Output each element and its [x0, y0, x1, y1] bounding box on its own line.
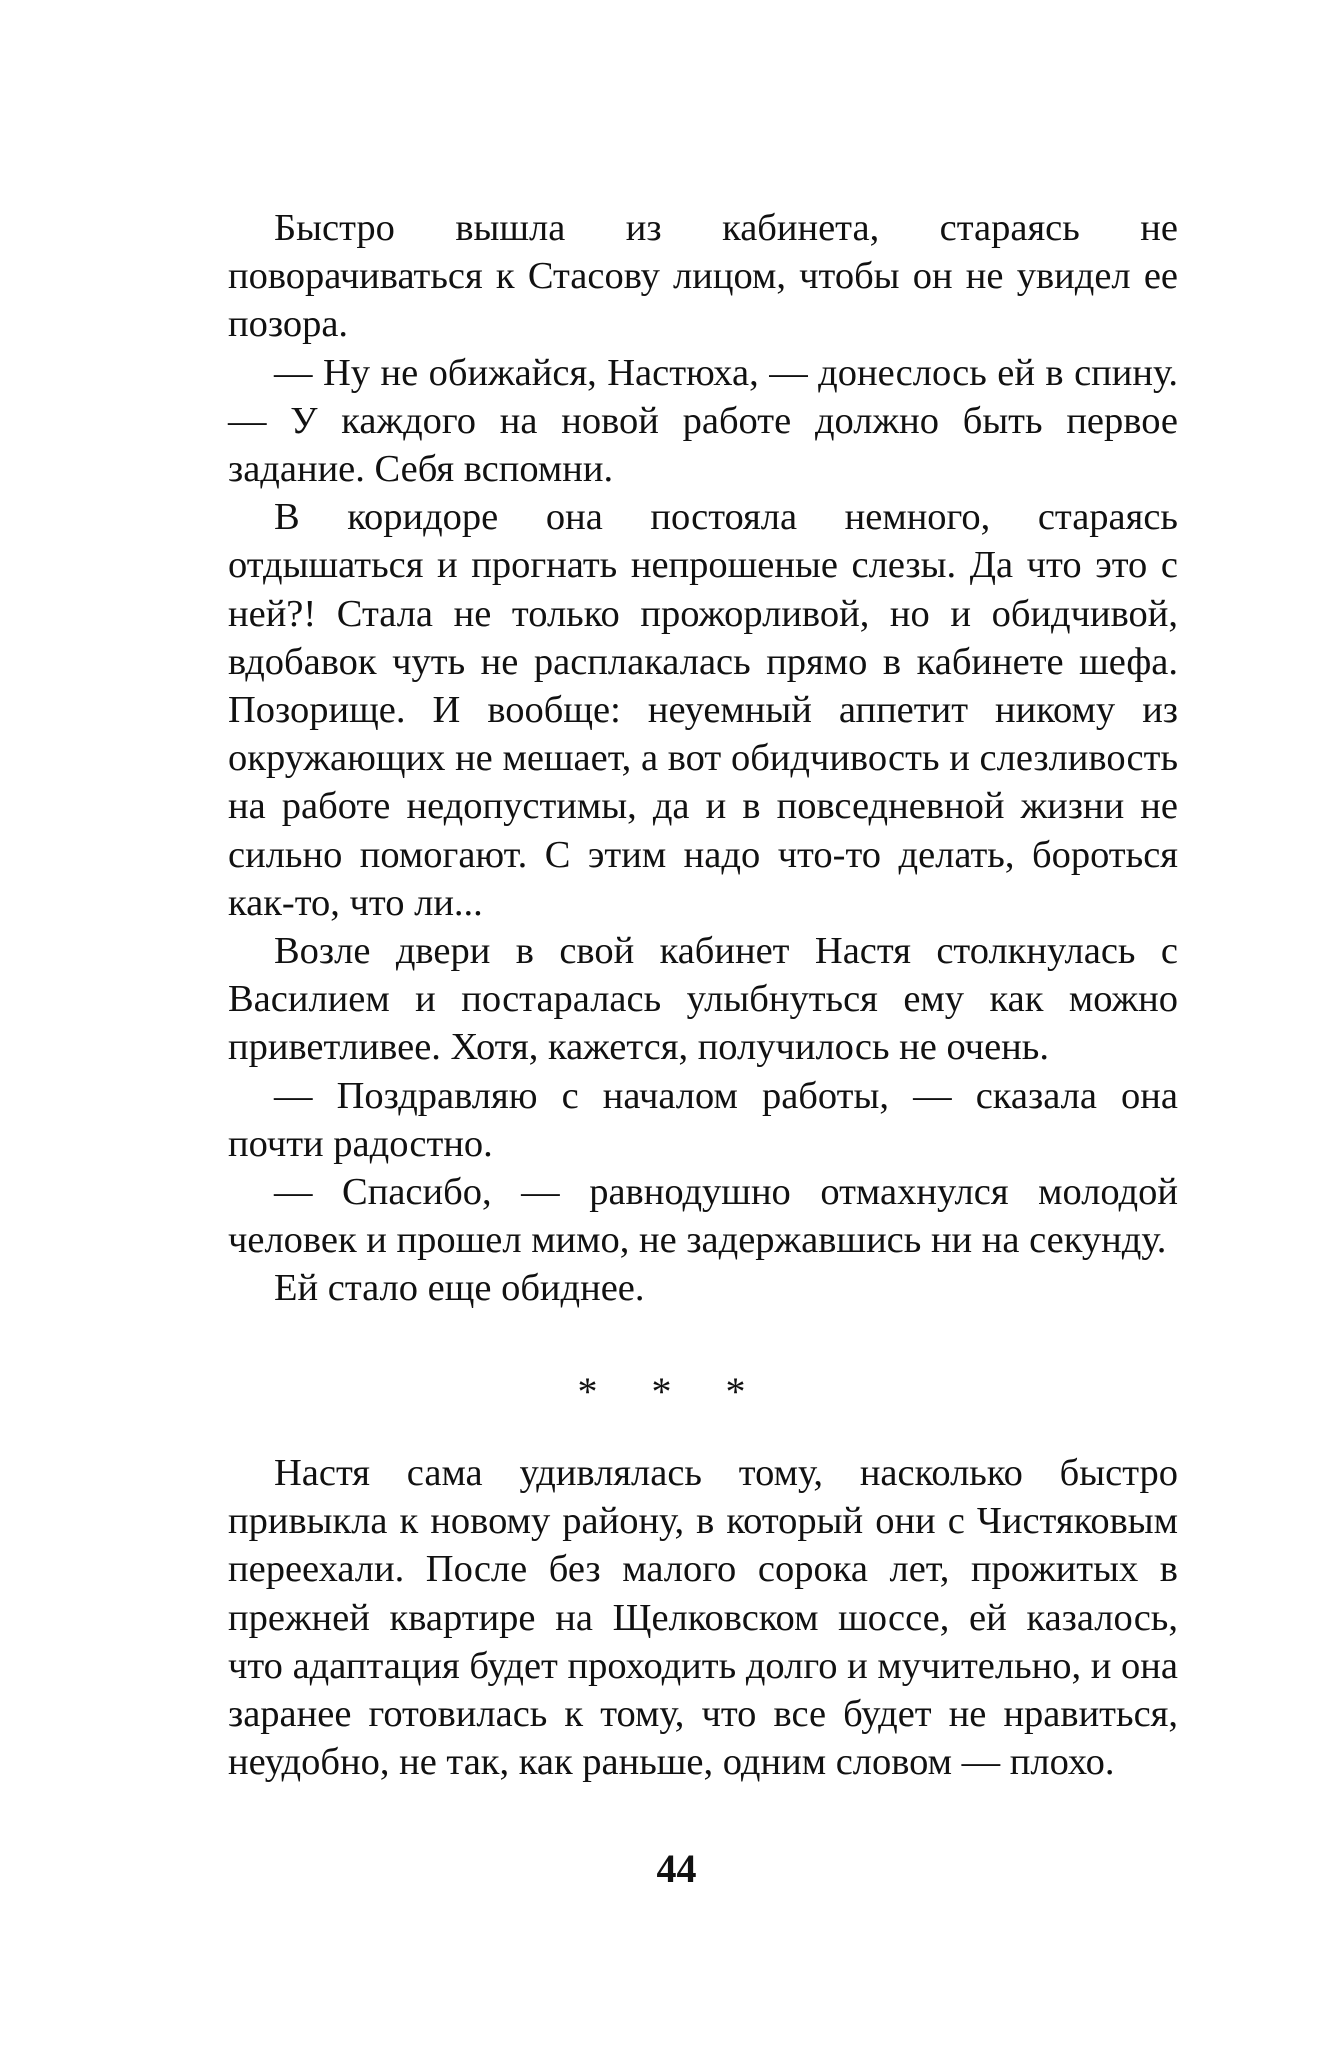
paragraph: В коридоре она постояла немного, стараясь отдышаться и прогнать непрошеные слезы. Да что это с ней?! Стала не только прожорливой, но и обидчивой, вдобавок чуть не расплакалась прямо в кабинете шефа. Позорище. И вообще: неуемный аппетит никому из окружающих не мешает, а вот обидчивость и слезливость на работе недопустимы, да и в повседневной жизни не сильно помогают. С этим надо что-то делать, бороться как-то, что ли...	[228, 496, 1178, 924]
paragraph: Возле двери в свой кабинет Настя столкнулась с Василием и постаралась улыбнуться ему как можно приветливее. Хотя, кажется, получилось не очень.	[228, 930, 1178, 1069]
paragraph: Ей стало еще обиднее.	[274, 1267, 645, 1310]
paragraph: — Поздравляю с началом работы, — сказала она почти радостно.	[228, 1074, 1178, 1165]
paragraph: Настя сама удивлялась тому, насколько быстро привыкла к новому району, в который они с Чистяковым переехали. После без малого сорока лет, прожитых в прежней квартире на Щелковском шоссе, ей казалось, что адаптация будет проходить долго и мучительно, и она заранее готовилась к тому, что все будет не нравиться, неудобно, не так, как раньше, одним словом — плохо.	[228, 1452, 1178, 1784]
section-separator: * * *	[577, 1369, 768, 1414]
paragraph: — Спасибо, — равнодушно отмахнулся молодой человек и прошел мимо, не задержавшись ни на секунду.	[228, 1171, 1178, 1262]
page-number: 44	[656, 1846, 697, 1891]
text-block-lower	[228, 1449, 1178, 1786]
text-block-upper	[228, 204, 1178, 1313]
paragraph: Быстро вышла из кабинета, стараясь не поворачиваться к Стасову лицом, чтобы он не увидел ее позора.	[228, 207, 1178, 346]
paragraph: — Ну не обижайся, Настюха, — донеслось ей в спину. — У каждого на новой работе должно быть первое задание. Себя вспомни.	[228, 351, 1178, 491]
